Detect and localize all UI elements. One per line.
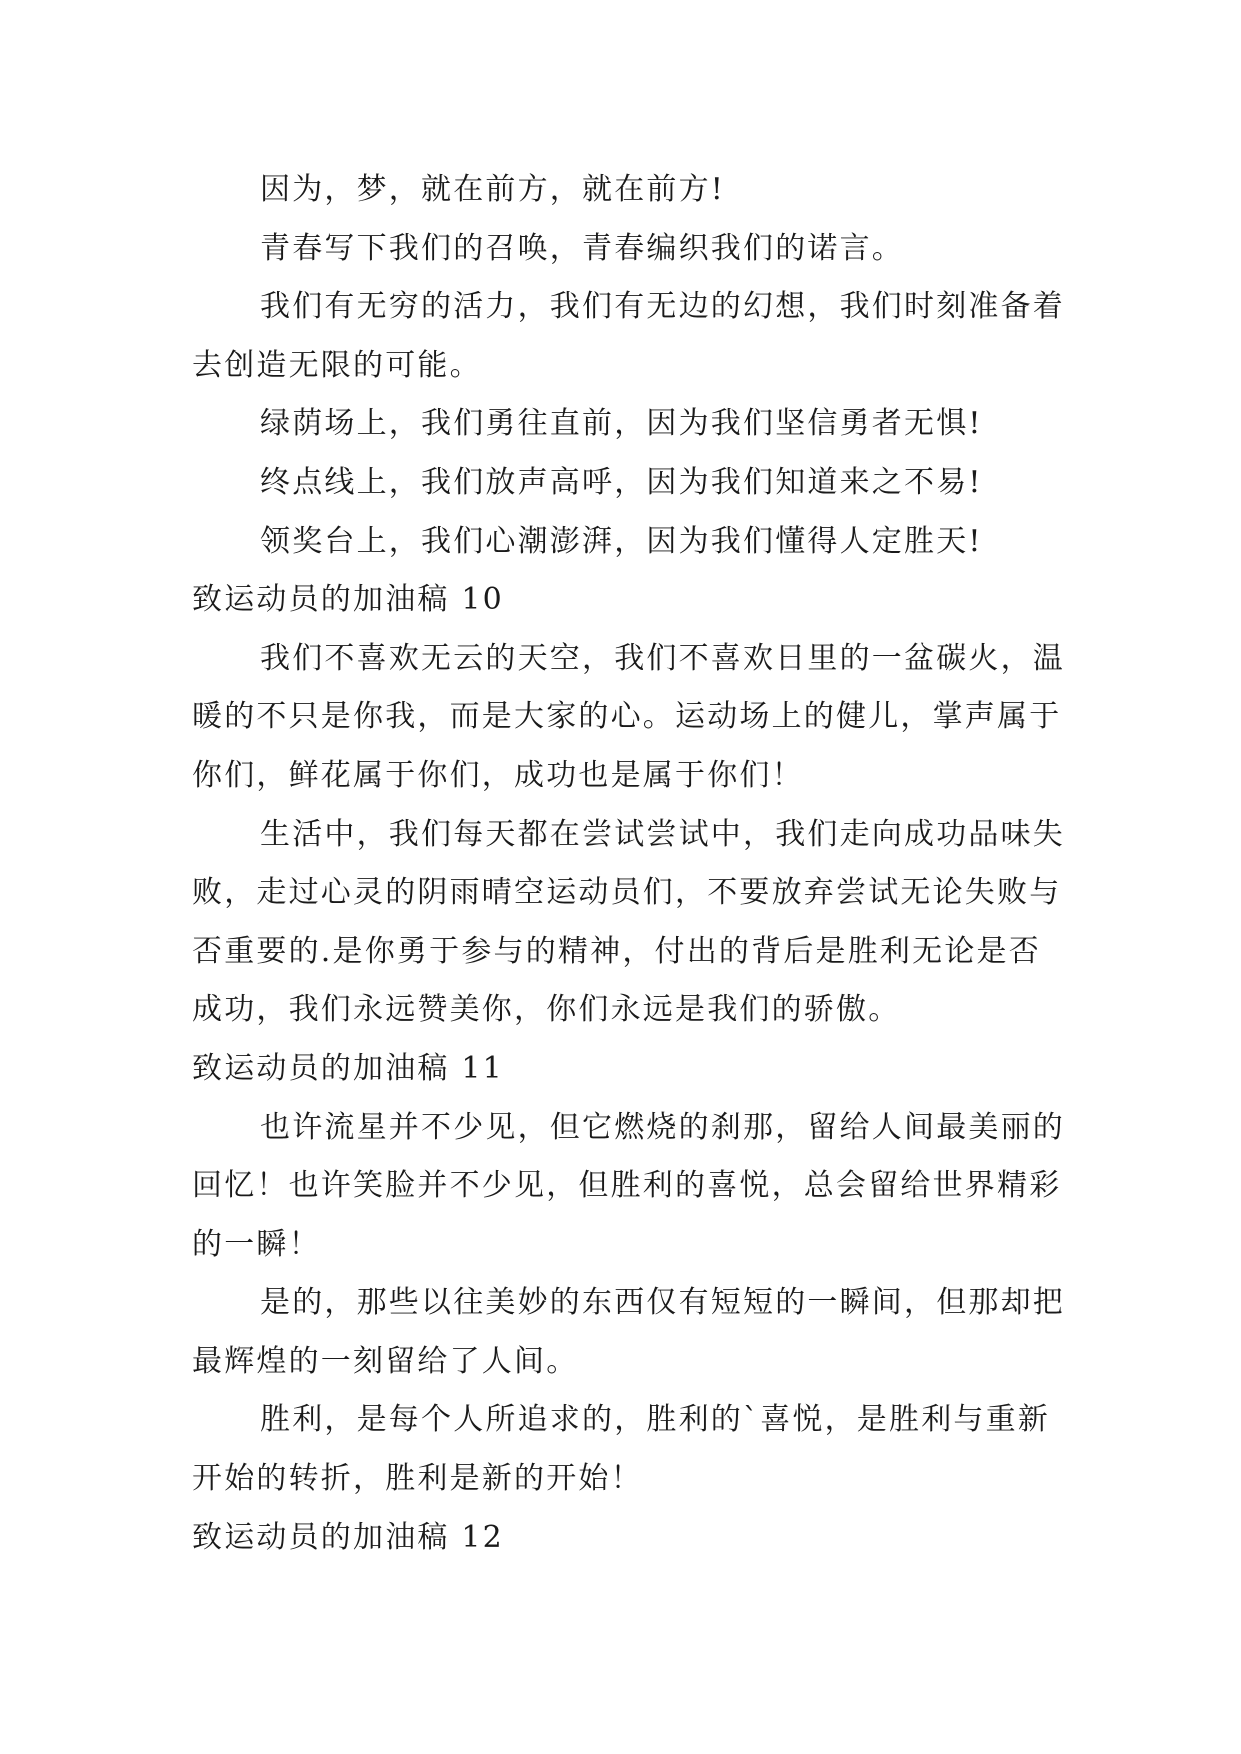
section-heading: 致运动员的加油稿 12 <box>192 1519 504 1555</box>
document-body <box>192 161 1072 1567</box>
paragraph: 我们有无穷的活力，我们有无边的幻想，我们时刻准备着去创造无限的可能。 <box>192 289 1065 383</box>
paragraph: 是的，那些以往美妙的东西仅有短短的一瞬间，但那却把最辉煌的一刻留给了人间。 <box>192 1285 1065 1379</box>
paragraph: 也许流星并不少见，但它燃烧的刹那，留给人间最美丽的回忆！也许笑脸并不少见，但胜利的喜悦，总会留给世界精彩的一瞬！ <box>192 1109 1065 1262</box>
paragraph: 领奖台上，我们心潮澎湃，因为我们懂得人定胜天! <box>260 523 983 559</box>
paragraph: 胜利，是每个人所追求的，胜利的`喜悦，是胜利与重新开始的转折，胜利是新的开始！ <box>192 1402 1050 1497</box>
section-heading: 致运动员的加油稿 10 <box>192 582 504 618</box>
paragraph: 绿荫场上，我们勇往直前，因为我们坚信勇者无惧! <box>260 406 983 442</box>
section-heading: 致运动员的加油稿 11 <box>192 1050 504 1086</box>
paragraph: 青春写下我们的召唤，青春编织我们的诺言。 <box>260 230 904 266</box>
paragraph: 生活中，我们每天都在尝试尝试中，我们走向成功品味失败，走过心灵的阴雨晴空运动员们，不要放弃尝试无论失败与否重要的.是你勇于参与的精神，付出的背后是胜利无论是否成功，我们永远赞美你，你们永远是我们的骄傲。 <box>192 816 1065 1028</box>
paragraph: 因为，梦，就在前方，就在前方! <box>260 172 726 207</box>
paragraph: 终点线上，我们放声高呼，因为我们知道来之不易! <box>260 464 983 500</box>
paragraph: 我们不喜欢无云的天空，我们不喜欢日里的一盆碳火，温暖的不只是你我，而是大家的心。运动场上的健儿，掌声属于你们，鲜花属于你们，成功也是属于你们！ <box>192 640 1065 793</box>
